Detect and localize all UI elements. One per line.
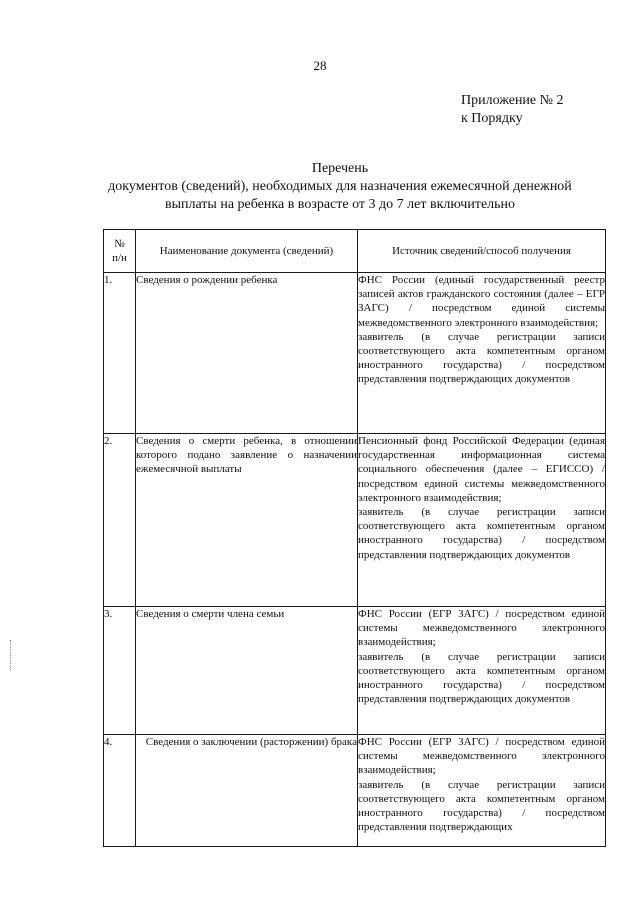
table-row <box>104 607 606 735</box>
row-document-name: Сведения о рождении ребенка <box>136 273 358 434</box>
row-source-paragraph-1: ФНС России (ЕГР ЗАГС) / посредством единой системы межведомственного электронного взаимодействия; <box>358 736 605 777</box>
row-number: 3. <box>104 607 136 735</box>
row-source <box>358 607 606 735</box>
row-document-name: Сведения о заключении (расторжении) брака <box>136 735 358 847</box>
page-number: 28 <box>313 58 327 73</box>
row-source-paragraph-2: заявитель (в случае регистрации записи соответствующего акта компетентным органом иностранного государства) / посредством представления подтверждающих документов <box>358 330 605 386</box>
row-source-paragraph-2: заявитель (в случае регистрации записи соответствующего акта компетентным органом иностранного государства) / посредством представления подтверждающих документов <box>358 506 605 561</box>
header-number-line-1: № <box>114 238 125 250</box>
row-source-paragraph-2: заявитель (в случае регистрации записи соответствующего акта компетентным органом иностранного государства) / посредством представления подтверждающих <box>358 778 605 834</box>
appendix-note <box>461 92 564 128</box>
row-source <box>358 273 606 434</box>
row-document-name: Сведения о смерти члена семьи <box>136 607 358 735</box>
header-source: Источник сведений/способ получения <box>358 230 606 273</box>
row-source <box>358 434 606 607</box>
row-source-paragraph-1: Пенсионный фонд Российской Федерации (единая государственная информационная система социального обеспечения (далее – ЕГИССО) / посредством единой системы межведомственного электронного взаимодействия; <box>358 435 605 504</box>
row-source-paragraph-1: ФНС России (единый государственный реестр записей актов гражданского состояния (далее – ЕГР ЗАГС) / посредством единой системы межведомственного электронного взаимодействия; <box>358 274 605 329</box>
title-line-3: выплаты на ребенка в возрасте от 3 до 7 лет включительно <box>164 197 516 212</box>
row-number: 1. <box>104 273 136 434</box>
table-row <box>104 434 606 607</box>
appendix-line-2: к Порядку <box>461 111 523 126</box>
documents-table <box>103 229 606 847</box>
table-header-row <box>104 230 606 273</box>
title-line-2: документов (сведений), необходимых для назначения ежемесячной денежной <box>108 179 572 194</box>
header-document-name: Наименование документа (сведений) <box>136 230 358 273</box>
row-document-name: Сведения о смерти ребенка, в отношении которого подано заявление о назначении ежемесячной выплаты <box>136 434 358 607</box>
margin-mark <box>10 640 14 670</box>
table-row <box>104 273 606 434</box>
row-number: 4. <box>104 735 136 847</box>
appendix-line-1: Приложение № 2 <box>461 93 564 108</box>
row-number: 2. <box>104 434 136 607</box>
header-number-line-2: п/н <box>112 252 127 264</box>
title-line-1: Перечень <box>311 161 369 176</box>
row-source-paragraph-1: ФНС России (ЕГР ЗАГС) / посредством единой системы межведомственного электронного взаимодействия; <box>358 608 605 649</box>
row-source <box>358 735 606 847</box>
table-row <box>104 735 606 847</box>
header-number <box>104 230 136 273</box>
row-source-paragraph-2: заявитель (в случае регистрации записи соответствующего акта компетентным органом иностранного государства) / посредством представления подтверждающих документов <box>358 650 605 706</box>
document-title <box>80 160 600 214</box>
